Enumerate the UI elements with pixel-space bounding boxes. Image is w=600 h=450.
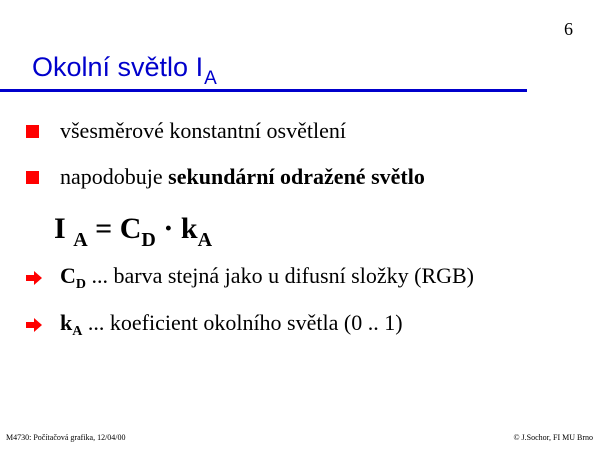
formula-eq: = C <box>87 212 142 245</box>
slide-title <box>32 52 217 89</box>
formula-c-sub: D <box>141 229 156 251</box>
arrow-item-text: ... koeficient okolního světla (0 .. 1) <box>82 310 403 335</box>
formula-dot: · k <box>155 212 198 245</box>
arrow-item-text: ... barva stejná jako u difusní složky (RGB) <box>86 263 475 288</box>
formula-k-sub: A <box>197 229 213 251</box>
arrow-item-symbol: C <box>60 263 76 288</box>
arrow-item-symbol-sub: A <box>72 324 83 339</box>
formula-lhs-sub: A <box>73 229 88 251</box>
arrow-item <box>26 310 403 339</box>
slide-title-text: Okolní světlo I <box>32 52 204 82</box>
bullet-text-bold: sekundární odražené světlo <box>168 164 425 189</box>
square-bullet-icon <box>26 171 39 184</box>
bullet-text: napodobuje <box>60 164 169 189</box>
arrow-item <box>26 263 475 292</box>
footer-copyright: © J.Sochor, FI MU Brno <box>513 433 593 442</box>
arrow-bullet-icon <box>26 312 42 338</box>
formula-lhs: I <box>54 212 66 245</box>
square-bullet-icon <box>26 125 39 138</box>
arrow-item-symbol: k <box>60 310 73 335</box>
footer-course: M4730: Počítačová grafika, 12/04/00 <box>6 433 126 442</box>
bullet-text: všesměrové konstantní osvětlení <box>60 118 346 143</box>
arrow-bullet-icon <box>26 265 42 291</box>
slide-title-subscript: A <box>204 68 217 89</box>
formula <box>54 212 213 251</box>
page-number: 6 <box>564 19 573 39</box>
bullet-item <box>26 118 346 144</box>
arrow-item-symbol-sub: D <box>75 277 87 292</box>
bullet-item <box>26 164 425 190</box>
title-divider <box>0 89 527 92</box>
